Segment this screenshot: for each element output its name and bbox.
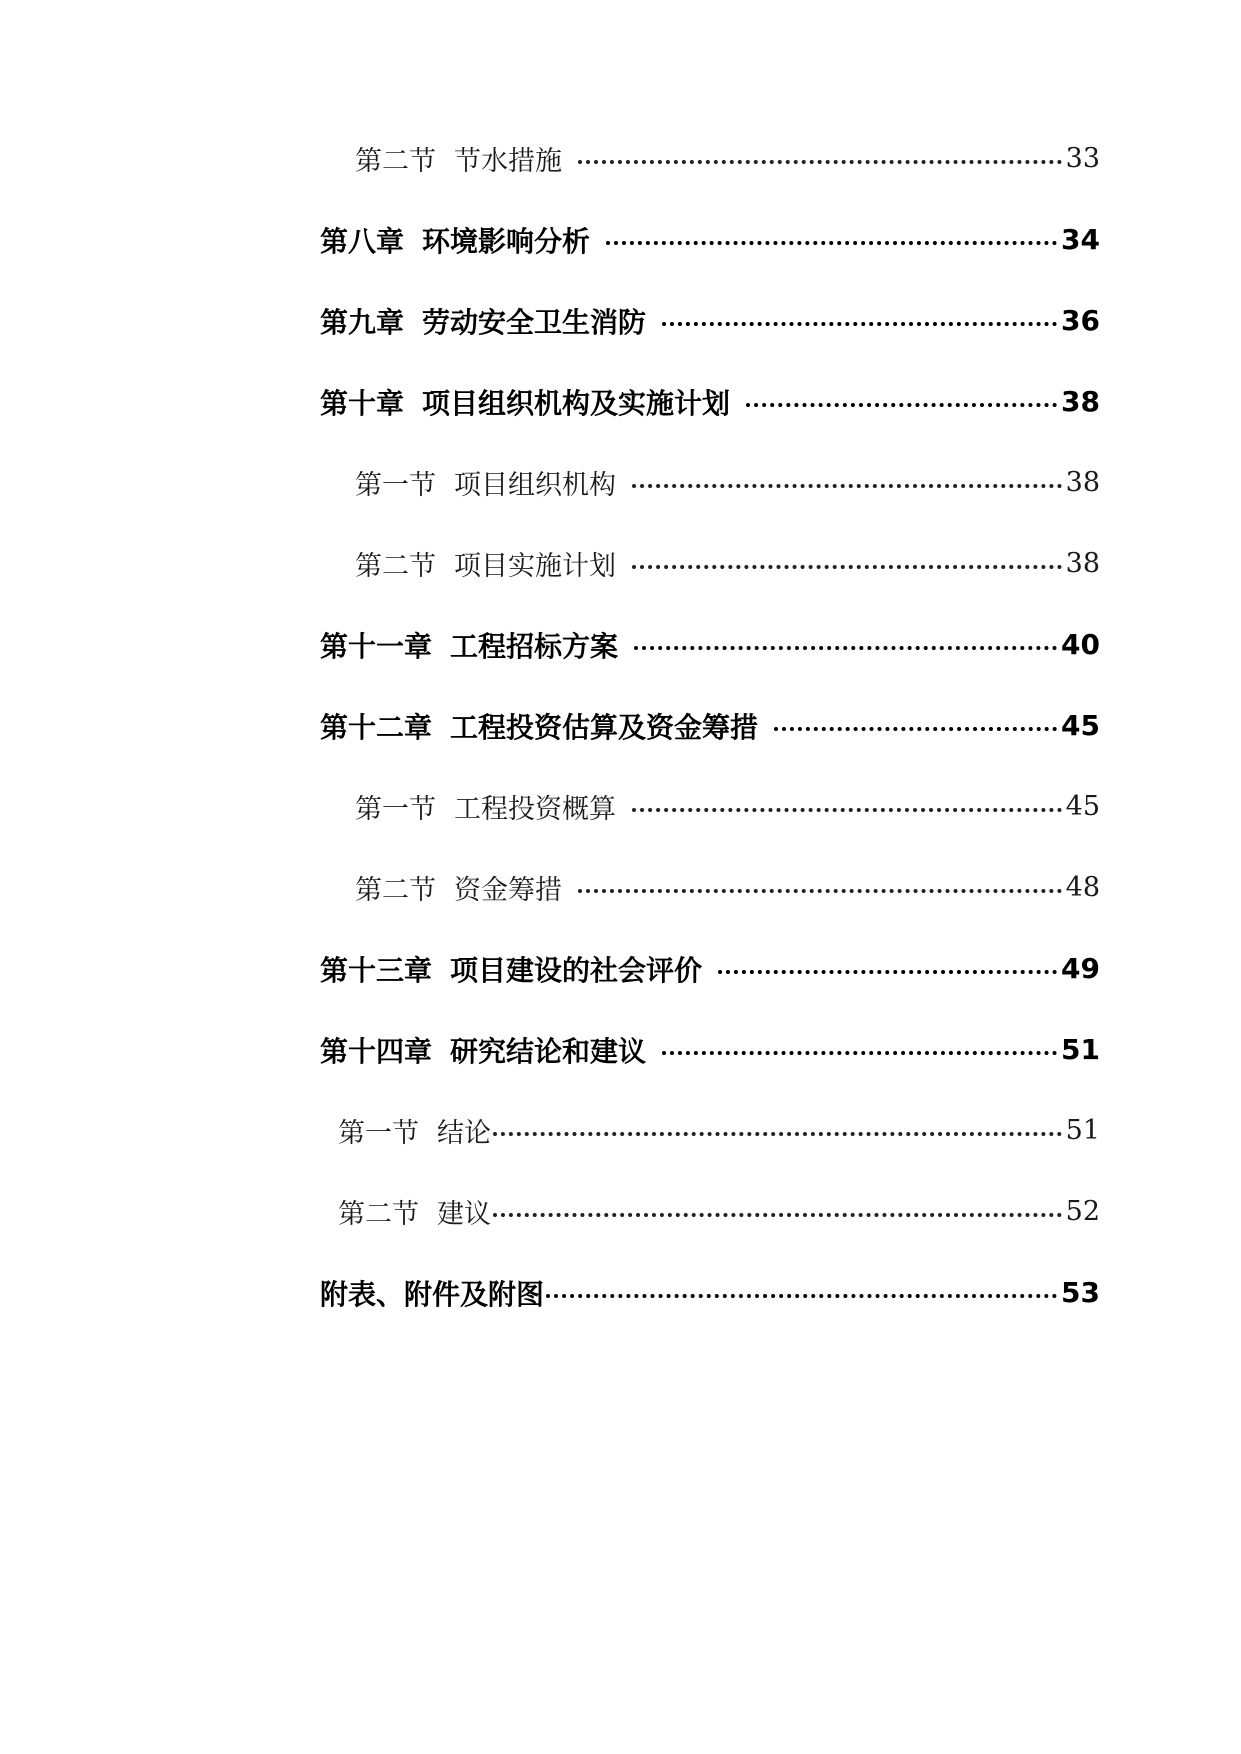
dot-leader — [774, 727, 1057, 731]
toc-entry-page: 51 — [1061, 1033, 1100, 1066]
dot-leader — [546, 1294, 1057, 1298]
toc-entry[interactable] — [320, 361, 1100, 442]
toc-entry[interactable] — [320, 442, 1100, 523]
toc-entry-number: 第十章 — [320, 386, 405, 420]
toc-entry[interactable] — [320, 1252, 1100, 1333]
dot-leader — [634, 646, 1057, 650]
toc-entry[interactable] — [320, 118, 1100, 199]
toc-entry[interactable] — [320, 1090, 1100, 1171]
toc-entry-title: 工程投资概算 — [454, 794, 616, 825]
toc-entry-number: 第二节 — [355, 551, 436, 582]
toc-entry-number: 第十一章 — [320, 629, 433, 663]
toc-entry-page: 38 — [1061, 385, 1100, 418]
toc-entry-number: 第一节 — [355, 470, 436, 501]
toc-entry-page: 36 — [1061, 304, 1100, 337]
dot-leader — [662, 1051, 1057, 1055]
toc-entry-title: 项目组织机构 — [454, 470, 616, 501]
toc-entry-title: 工程投资估算及资金筹措 — [450, 710, 759, 744]
toc-entry-page: 49 — [1061, 952, 1100, 985]
toc-entry-number: 第八章 — [320, 224, 405, 258]
toc-entry-title: 节水措施 — [454, 146, 562, 177]
toc-entry-number: 第一节 — [338, 1118, 419, 1149]
dot-leader — [578, 160, 1062, 164]
toc-entry-title: 建议 — [437, 1199, 491, 1230]
toc-entry[interactable] — [320, 199, 1100, 280]
dot-leader — [746, 403, 1057, 407]
toc-entry-page: 48 — [1065, 872, 1100, 903]
toc-entry[interactable] — [320, 766, 1100, 847]
toc-entry[interactable] — [320, 523, 1100, 604]
toc-entry-number: 第十三章 — [320, 953, 433, 987]
toc-entry-title: 资金筹措 — [454, 875, 562, 906]
toc-entry-number: 第二节 — [338, 1199, 419, 1230]
toc-entry-title: 项目建设的社会评价 — [450, 953, 703, 987]
toc-entry-page: 33 — [1065, 143, 1100, 174]
toc-entry[interactable] — [320, 1171, 1100, 1252]
toc-entry-title: 项目组织机构及实施计划 — [422, 386, 731, 420]
dot-leader — [493, 1132, 1062, 1136]
toc-entry-number: 第二节 — [355, 875, 436, 906]
toc-entry[interactable] — [320, 604, 1100, 685]
toc-entry-page: 51 — [1065, 1115, 1100, 1146]
toc-entry-title: 项目实施计划 — [454, 551, 616, 582]
toc-entry-title: 劳动安全卫生消防 — [422, 305, 647, 339]
dot-leader — [632, 565, 1062, 569]
dot-leader — [632, 808, 1062, 812]
toc-entry[interactable] — [320, 928, 1100, 1009]
toc-entry-number: 第二节 — [355, 146, 436, 177]
toc-entry-title: 结论 — [437, 1118, 491, 1149]
toc-entry-page: 45 — [1065, 791, 1100, 822]
toc-entry[interactable] — [320, 1009, 1100, 1090]
toc-entry-title: 环境影响分析 — [422, 224, 591, 258]
dot-leader — [606, 241, 1057, 245]
toc-entry-title: 工程招标方案 — [450, 629, 619, 663]
toc-entry-page: 45 — [1061, 709, 1100, 742]
toc-entry-page: 38 — [1065, 548, 1100, 579]
dot-leader — [632, 484, 1062, 488]
toc-entry-page: 40 — [1061, 628, 1100, 661]
toc-entry-page: 34 — [1061, 223, 1100, 256]
table-of-contents — [320, 118, 1100, 1333]
dot-leader — [662, 322, 1057, 326]
toc-entry-number: 第十四章 — [320, 1034, 433, 1068]
toc-entry-number: 第九章 — [320, 305, 405, 339]
dot-leader — [578, 889, 1062, 893]
toc-entry-title: 附表、附件及附图 — [320, 1277, 545, 1311]
dot-leader — [718, 970, 1057, 974]
toc-entry-page: 38 — [1065, 467, 1100, 498]
toc-entry-title: 研究结论和建议 — [450, 1034, 647, 1068]
dot-leader — [493, 1213, 1062, 1217]
toc-entry[interactable] — [320, 685, 1100, 766]
toc-entry[interactable] — [320, 280, 1100, 361]
toc-entry-number: 第十二章 — [320, 710, 433, 744]
toc-entry-page: 52 — [1065, 1196, 1100, 1227]
toc-entry-number: 第一节 — [355, 794, 436, 825]
toc-entry-page: 53 — [1061, 1276, 1100, 1309]
toc-entry[interactable] — [320, 847, 1100, 928]
